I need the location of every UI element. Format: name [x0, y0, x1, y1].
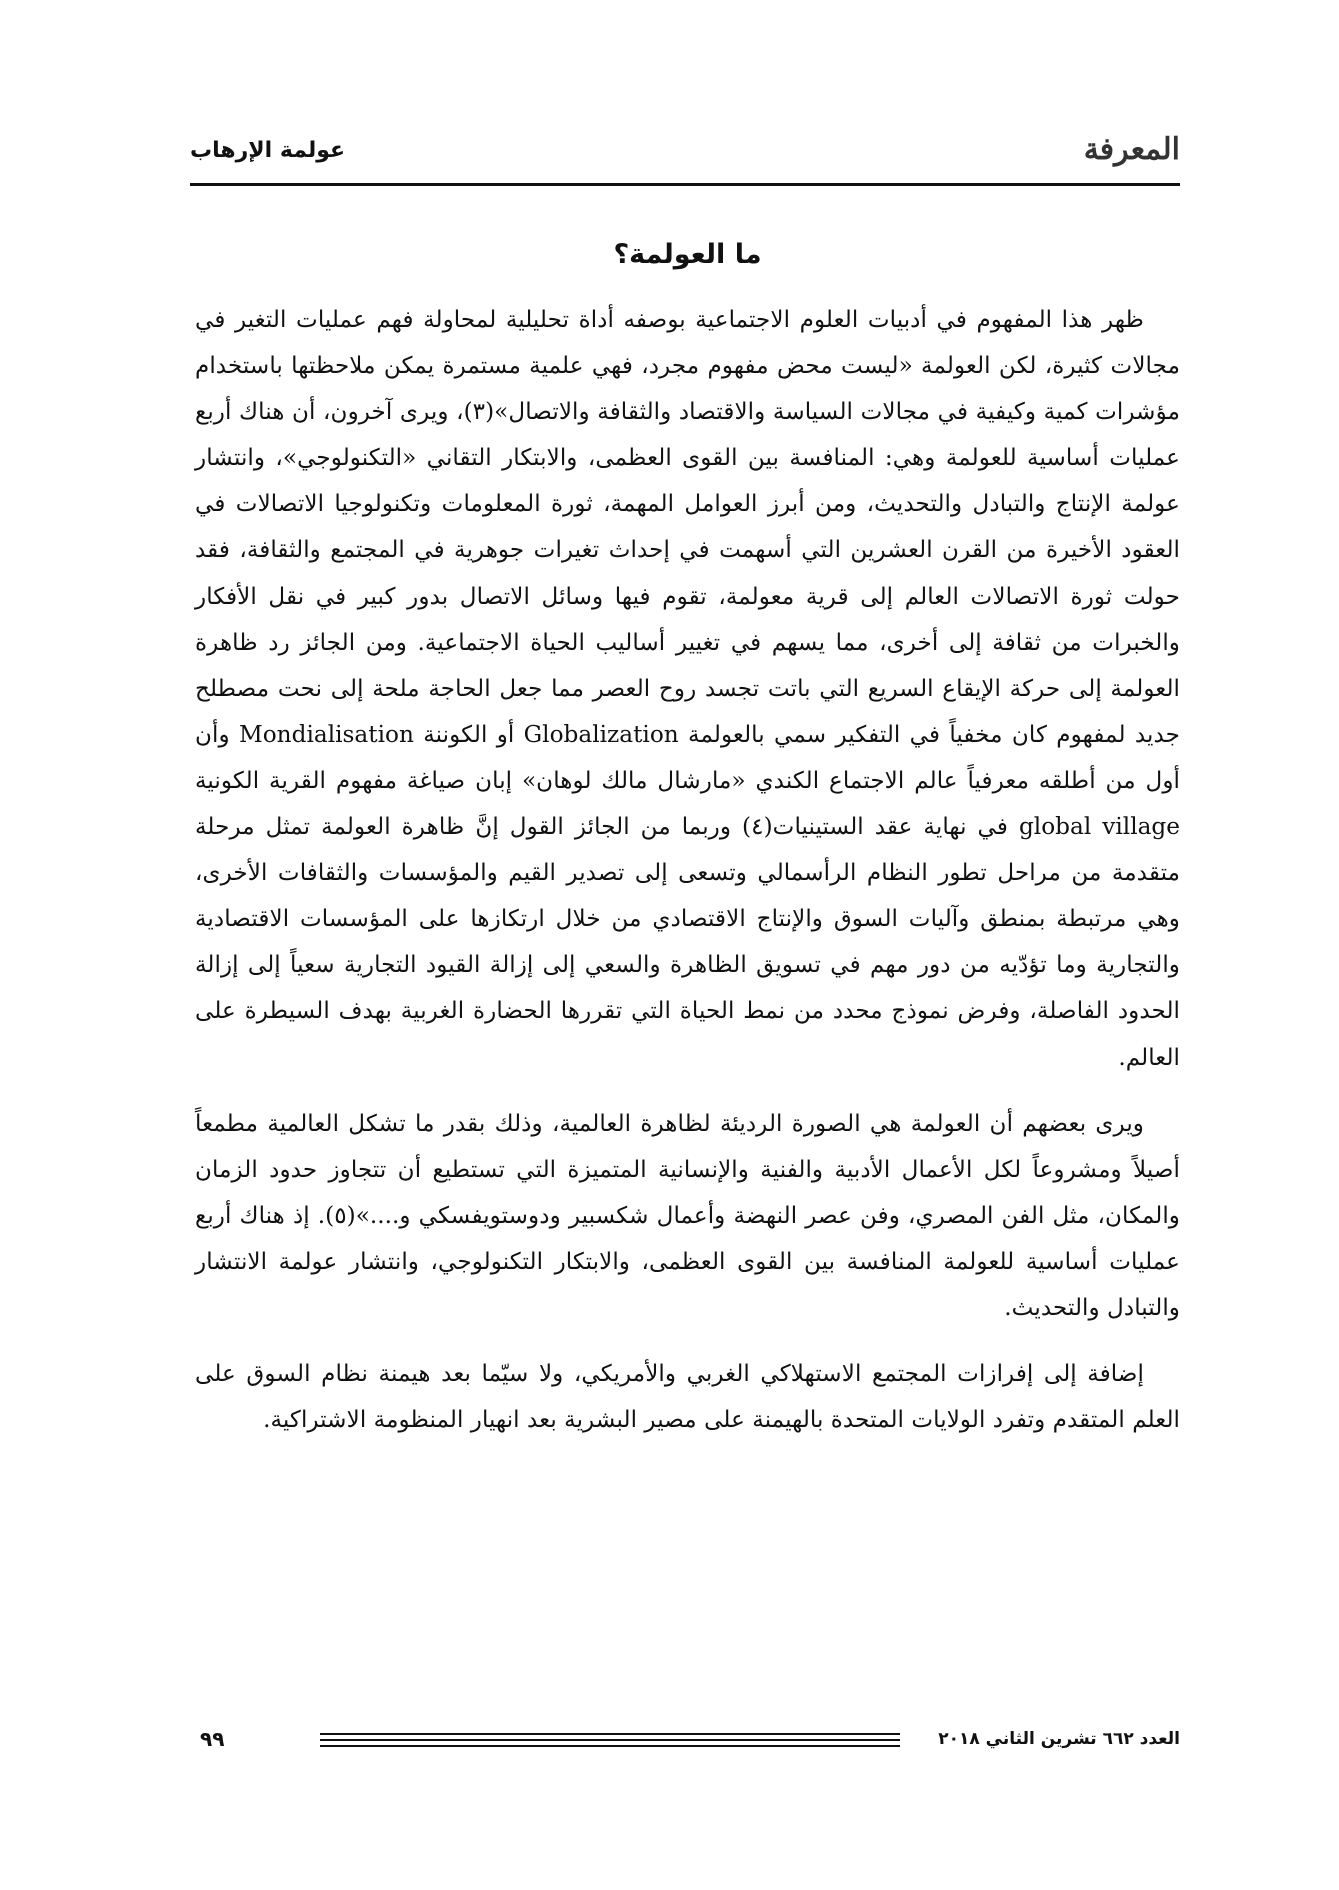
paragraph-1: ظهر هذا المفهوم في أدبيات العلوم الاجتماعية بوصفه أداة تحليلية لمحاولة فهم عمليات التغير في مجالات كثيرة، لكن العولمة «ليست محض مفهوم مجرد، فهي علمية مستمرة يمكن ملاحظتها باستخدام مؤشرات كمية وكيفية في مجالات السياسة والاقتصاد والثقافة والاتصال»(٣)، ويرى آخرون، أن هناك أربع عمليات أساسية للعولمة وهي: المنافسة بين القوى العظمى، والابتكار التقاني «التكنولوجي»، وانتشار عولمة الإنتاج والتبادل والتحديث، ومن أبرز العوامل المهمة، ثورة المعلومات وتكنولوجيا الاتصالات في العقود الأخيرة من القرن العشرين التي أسهمت في إحداث تغيرات جوهرية في المجتمع والثقافة، فقد حولت ثورة الاتصالات العالم إلى قرية معولمة، تقوم فيها وسائل الاتصال بدور كبير في نقل الأفكار والخبرات من ثقافة إلى أخرى، مما يسهم في تغيير أساليب الحياة الاجتماعية. ومن الجائز رد ظاهرة العولمة إلى حركة الإيقاع السريع التي باتت تجسد روح العصر مما جعل الحاجة ملحة إلى نحت مصطلح جديد لمفهوم كان مخفياً في التفكير سمي بالعولمة Globalization أو الكوننة Mondialisation وأن أول من أطلقه معرفياً عالم الاجتماع الكندي «مارشال مالك لوهان» إبان صياغة مفهوم القرية الكونية global village في نهاية عقد الستينيات(٤) وربما من الجائز القول إنَّ ظاهرة العولمة تمثل مرحلة متقدمة من مراحل تطور النظام الرأسمالي وتسعى إلى تصدير القيم والمؤسسات والثقافات الأخرى، وهي مرتبطة بمنطق وآليات السوق والإنتاج الاقتصادي من خلال ارتكازها على المؤسسات الاقتصادية والتجارية وما تؤدّيه من دور مهم في تسويق الظاهرة والسعي إلى إزالة القيود التجارية سعياً إلى إزالة الحدود الفاصلة، وفرض نموذج محدد من نمط الحياة التي تقررها الحضارة الغربية بهدف السيطرة على العالم. [195, 306, 1180, 1071]
paragraph-2: ويرى بعضهم أن العولمة هي الصورة الرديئة لظاهرة العالمية، وذلك بقدر ما تشكل العالمية مطمعاً أصيلاً ومشروعاً لكل الأعمال الأدبية والفنية والإنسانية المتميزة التي تستطيع أن تتجاوز حدود الزمان والمكان، مثل الفن المصري، وفن عصر النهضة وأعمال شكسبير ودوستويفسكي و....»(٥). إذ هناك أربع عمليات أساسية للعولمة المنافسة بين القوى العظمى، والابتكار التكنولوجي، وانتشار عولمة الانتشار والتبادل والتحديث. [195, 1109, 1180, 1321]
section-title: عولمة الإرهاب [190, 138, 346, 163]
article-body [195, 235, 1180, 1443]
page-footer [190, 1727, 1180, 1767]
issue-info: العدد ٦٦٢ تشرين الثاني ٢٠١٨ [938, 1729, 1180, 1749]
running-header [190, 130, 1180, 180]
header-divider [190, 183, 1180, 186]
article-heading: ما العولمة؟ [613, 239, 762, 270]
page-number: ٩٩ [200, 1727, 225, 1751]
journal-logo: المعرفة [1083, 132, 1180, 167]
paragraph-3: إضافة إلى إفرازات المجتمع الاستهلاكي الغربي والأمريكي، ولا سيّما بعد هيمنة نظام السوق على العلم المتقدم وتفرد الولايات المتحدة بالهيمنة على مصير البشرية بعد انهيار المنظومة الاشتراكية. [195, 1360, 1180, 1434]
footer-divider [320, 1733, 900, 1747]
